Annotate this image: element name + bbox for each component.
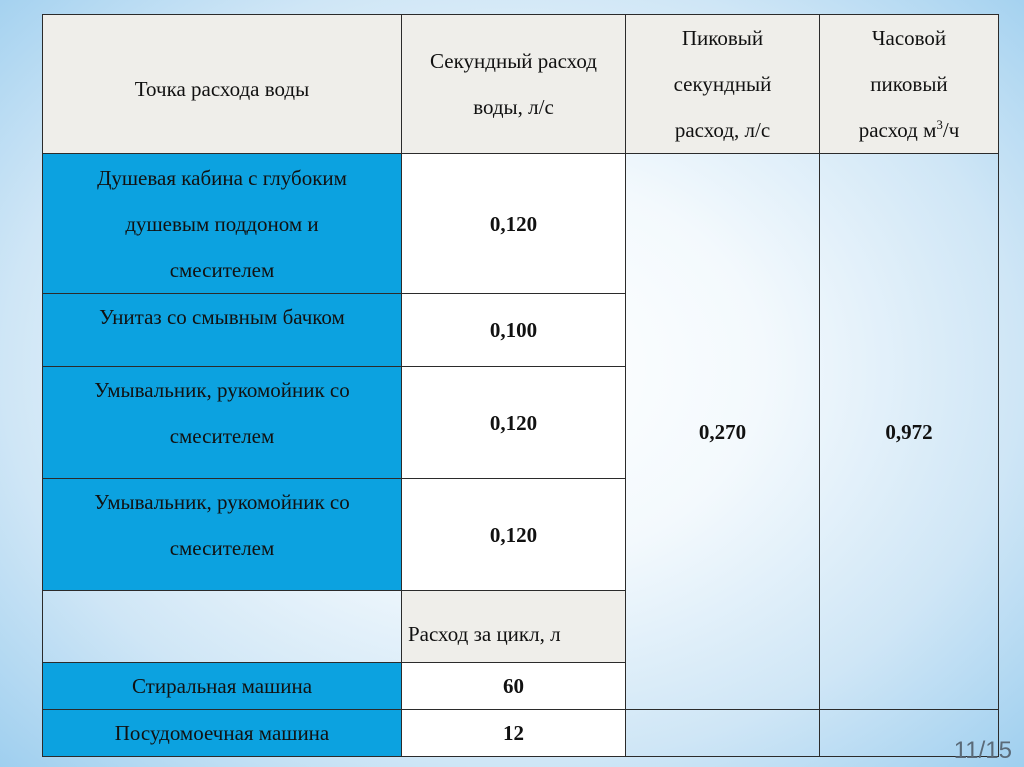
row-label-line: душевым поддоном и	[125, 211, 319, 236]
row-value: 12	[402, 710, 626, 757]
row-label-line: Душевая кабина с глубоким	[97, 165, 347, 190]
row-label	[43, 367, 402, 479]
row-label	[43, 479, 402, 591]
header-peak-hour-suffix: /ч	[942, 118, 960, 142]
header-peak-second-line2: секундный	[673, 72, 772, 96]
header-peak-hour-prefix: расход м	[858, 118, 937, 142]
row-value: 0,120	[402, 367, 626, 479]
header-peak-second-line1: Пиковый	[681, 26, 764, 50]
row-label-line: Унитаз со смывным бачком	[99, 305, 345, 329]
row-value: 0,100	[402, 294, 626, 367]
row-value: 60	[402, 663, 626, 710]
header-second-flow-line1: Секундный расход	[430, 49, 597, 73]
row-label	[43, 154, 402, 294]
water-consumption-table	[42, 14, 999, 757]
header-peak-hour-sup: 3	[936, 117, 943, 132]
empty-cell	[43, 591, 402, 663]
row-label: Посудомоечная машина	[43, 710, 402, 757]
header-peak-hour-line3	[826, 107, 992, 153]
cycle-header: Расход за цикл, л	[402, 591, 626, 663]
header-peak-hour-flow	[820, 15, 999, 154]
row-value: 0,120	[402, 479, 626, 591]
row-label: Стиральная машина	[43, 663, 402, 710]
empty-cell	[626, 710, 820, 757]
header-second-flow-line2: воды, л/с	[473, 95, 554, 119]
table-row	[43, 710, 999, 757]
row-label-line: Умывальник, рукомойник со	[94, 378, 350, 402]
row-label-line: смесителем	[169, 257, 275, 282]
table-row	[43, 154, 999, 294]
header-peak-second-line3: расход, л/с	[674, 118, 771, 142]
row-label-line: смесителем	[169, 424, 275, 448]
page-number: 11/15	[953, 737, 1012, 764]
row-label	[43, 294, 402, 367]
header-row	[43, 15, 999, 154]
header-consumption-point-text: Точка расхода воды	[134, 77, 310, 101]
row-label-line: Умывальник, рукомойник со	[94, 490, 350, 514]
peak-hour-value: 0,972	[820, 154, 999, 710]
peak-second-value: 0,270	[626, 154, 820, 710]
row-value: 0,120	[402, 154, 626, 294]
header-peak-second-flow	[626, 15, 820, 154]
header-second-flow	[402, 15, 626, 154]
header-consumption-point	[43, 15, 402, 154]
header-peak-hour-line1: Часовой	[871, 26, 947, 50]
row-label-line: смесителем	[169, 536, 275, 560]
header-peak-hour-line2: пиковый	[870, 72, 948, 96]
